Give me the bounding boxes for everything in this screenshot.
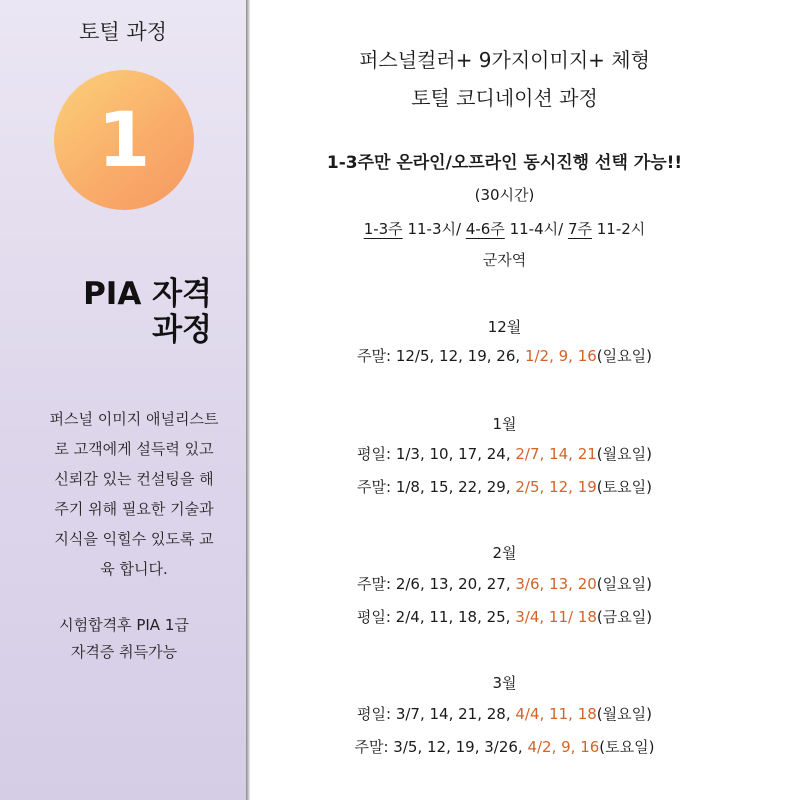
date-row [252,573,757,594]
month-heading: 1월 [492,415,517,433]
period-label: 4-6주 [465,220,505,238]
date-row-highlight: 2/5, 12, 19 [515,478,597,496]
date-row-highlight: 1/2, 9, 16 [524,347,597,365]
date-row-label: 평일: 1/3, 10, 17, 24, [357,445,516,463]
period-label: 7주 [567,220,592,238]
description-line: 퍼스널 이미지 애널리스트 [49,410,219,428]
description-line: 신뢰감 있는 컨설팅을 해 [54,470,214,488]
date-row-highlight: 3/4, 11/ 18 [515,608,597,626]
date-row-suffix: (일요일) [596,575,652,593]
date-row-suffix: (토요일) [599,738,655,756]
description-line: 지식을 익힐수 있도록 교 [54,530,214,548]
location-text: 군자역 [482,251,527,269]
course-heading-line: 과정 [152,312,212,348]
date-row-suffix: (금요일) [596,608,653,626]
date-row [252,736,757,757]
date-row [252,443,757,464]
date-row-label: 주말: 2/6, 13, 20, 27, [357,575,516,593]
course-title: 퍼스널컬러+ 9가지이미지+ 체형 [359,48,650,72]
schedule-panel [252,0,757,800]
note-line: 자격증 취득가능 [70,643,178,661]
date-row-highlight: 3/6, 13, 20 [515,575,597,593]
course-description [24,404,244,584]
date-row [252,606,757,627]
date-row-label: 평일: 2/4, 11, 18, 25, [356,608,516,626]
hours-text: (30시간) [474,186,535,204]
date-row-suffix: (일요일) [596,347,652,365]
notice-text: 1-3주만 온라인/오프라인 동시진행 선택 가능!! [326,153,683,173]
course-label: 토털 과정 [79,20,167,44]
note-line: 시험합격후 PIA 1급 [59,616,189,634]
description-line: 주기 위해 필요한 기술과 [54,500,214,518]
sidebar-panel [0,0,246,800]
period-time: 11-2시 [591,220,646,238]
month-heading: 2월 [492,544,517,562]
course-number: 1 [97,95,151,184]
date-row-suffix: (월요일) [596,445,652,463]
date-row-highlight: 4/2, 9, 16 [527,738,600,756]
period-time: 11-3시/ [402,220,466,238]
date-row-label: 주말: 12/5, 12, 19, 26, [357,347,525,365]
date-row-suffix: (토요일) [596,478,652,496]
course-heading-line: PIA 자격 [83,276,212,312]
date-row [252,345,757,366]
course-number-badge [54,70,194,210]
date-row-label: 주말: 1/8, 15, 22, 29, [357,478,516,496]
date-row-highlight: 4/4, 11, 18 [515,705,597,723]
date-row-label: 주말: 3/5, 12, 19, 3/26, [354,738,528,756]
time-schedule [252,218,757,239]
period-label: 1-3주 [363,220,403,238]
date-row-highlight: 2/7, 14, 21 [515,445,597,463]
month-heading: 12월 [487,318,522,336]
date-row [252,703,757,724]
course-heading [20,276,212,348]
sidebar-divider [246,0,250,800]
description-line: 육 합니다. [100,560,168,578]
date-row-label: 평일: 3/7, 14, 21, 28, [357,705,516,723]
description-line: 로 고객에게 설득력 있고 [54,440,214,458]
date-row [252,476,757,497]
date-row-suffix: (월요일) [596,705,652,723]
month-heading: 3월 [492,674,517,692]
certificate-note [24,612,224,666]
course-subtitle: 토털 코디네이션 과정 [411,86,598,110]
period-time: 11-4시/ [504,220,568,238]
